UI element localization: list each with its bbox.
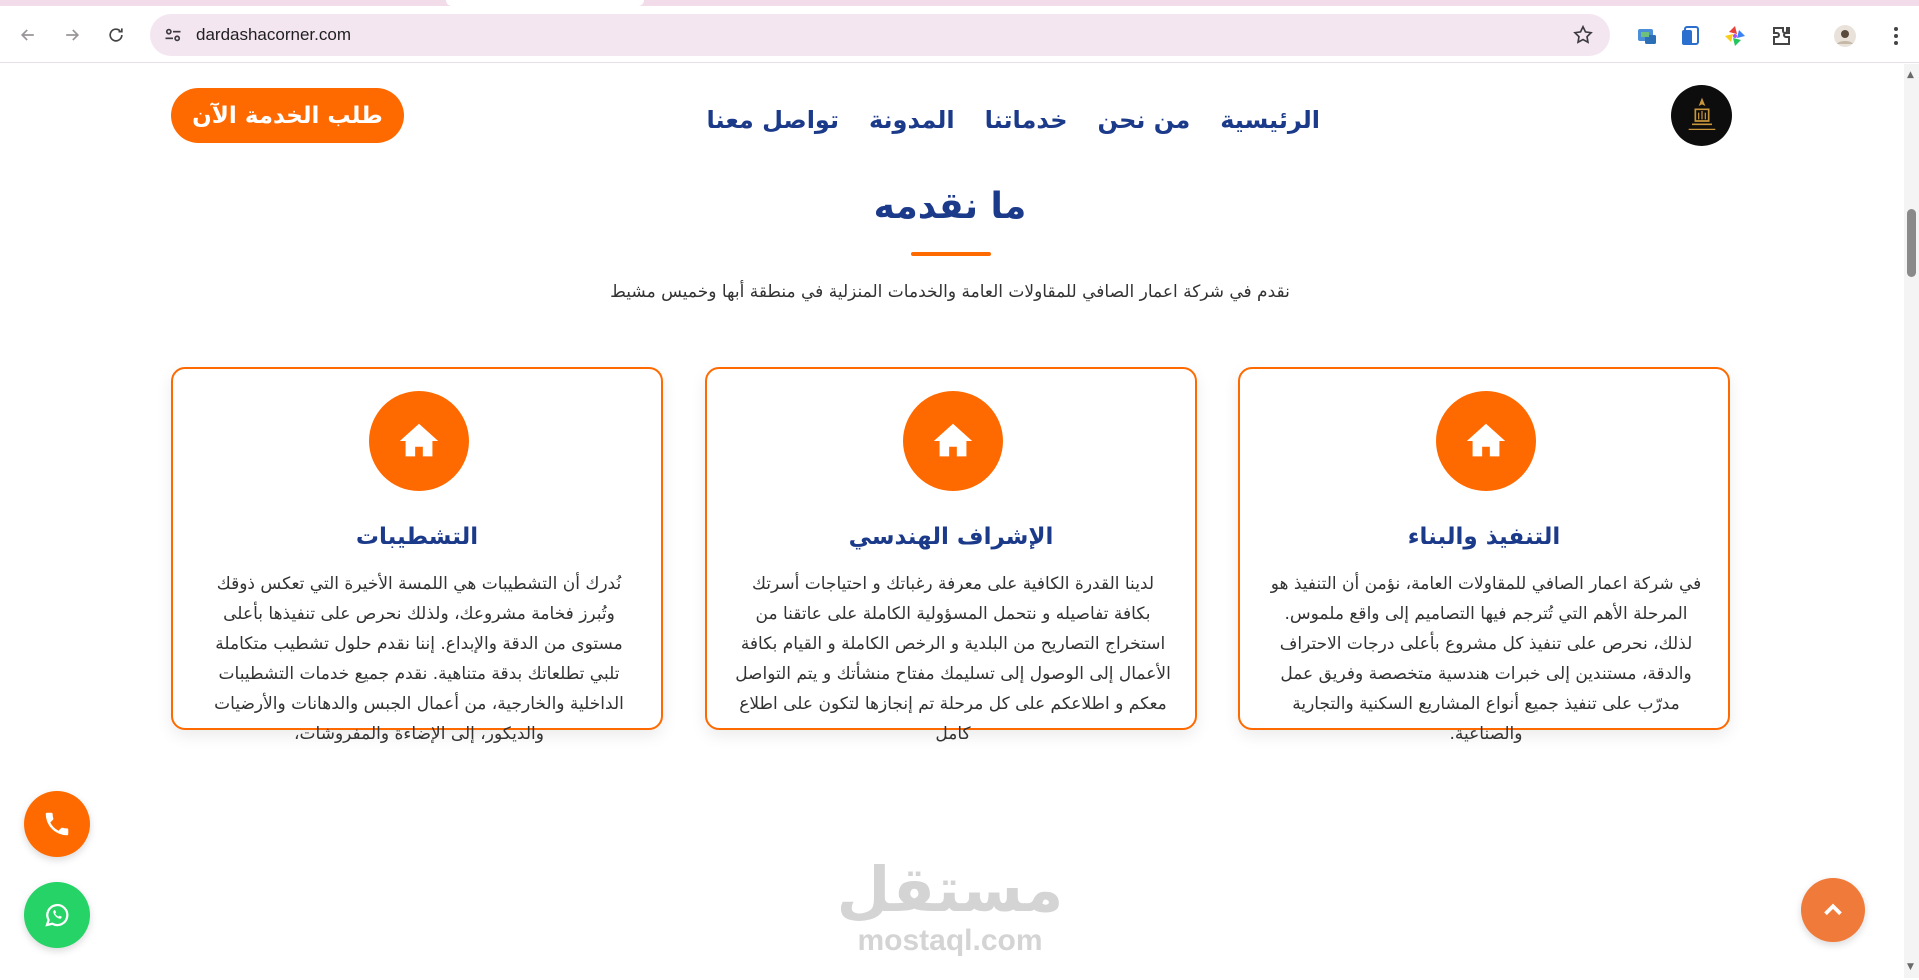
extension-icon[interactable] — [1723, 24, 1747, 48]
title-underline — [911, 252, 991, 256]
forward-button[interactable] — [56, 19, 88, 51]
site-logo[interactable] — [1671, 85, 1732, 146]
menu-icon[interactable] — [1884, 24, 1908, 48]
home-icon — [396, 418, 442, 464]
browser-toolbar — [0, 6, 1919, 63]
section-title: ما نقدمه — [873, 186, 1027, 227]
chevron-up-icon — [1818, 895, 1848, 925]
back-button[interactable] — [12, 19, 44, 51]
site-info-icon[interactable] — [163, 25, 183, 45]
nav-item-contact[interactable]: تواصل معنا — [706, 106, 839, 134]
scroll-top-button[interactable] — [1801, 878, 1865, 942]
service-card-supervision — [705, 367, 1197, 744]
extension-icon[interactable] — [1769, 24, 1793, 48]
card-icon-circle — [369, 391, 469, 491]
profile-icon[interactable] — [1833, 24, 1857, 48]
back-icon — [18, 25, 38, 45]
phone-icon — [42, 809, 72, 839]
call-button[interactable] — [24, 791, 90, 857]
nav-item-blog[interactable]: المدونة — [868, 106, 955, 134]
main-nav — [706, 100, 1320, 140]
card-text: نُدرك أن التشطيبات هي اللمسة الأخيرة التي تعكس ذوقك وتُبرز فخامة مشروعك، ولذلك نحرص على تنفيذها بأعلى مستوى من الدقة والإبداع. إننا نقدم حلول تشطيب متكاملة تلبي تطلعاتك بدقة متناهية. نقدم جميع خدمات التشطيبات الداخلية والخارجية، من أعمال الجبس والدهانات والأرضيات والديكور، إلى الإضاءة والمفروشات، — [214, 574, 624, 744]
page-content — [0, 64, 1904, 978]
request-service-button[interactable]: طلب الخدمة الآن — [171, 88, 404, 143]
scrollbar-thumb[interactable] — [1907, 209, 1916, 277]
card-title: التنفيذ والبناء — [1407, 524, 1561, 550]
extension-icon[interactable] — [1679, 24, 1703, 48]
address-bar[interactable] — [150, 14, 1610, 56]
url-text[interactable]: dardashacorner.com — [196, 25, 351, 44]
extension-icon[interactable] — [1635, 24, 1659, 48]
home-icon — [1463, 418, 1509, 464]
watermark-latin: mostaql.com — [857, 924, 1043, 957]
nav-item-services[interactable]: خدماتنا — [984, 106, 1068, 134]
watermark — [820, 854, 1080, 964]
service-card-finishing — [171, 367, 663, 744]
nav-item-about[interactable]: من نحن — [1097, 106, 1191, 134]
whatsapp-icon — [42, 900, 72, 930]
whatsapp-button[interactable] — [24, 882, 90, 948]
card-icon-circle — [903, 391, 1003, 491]
card-title: التشطيبات — [355, 524, 479, 550]
watermark-arabic: مستقل — [836, 853, 1064, 926]
section-subtitle: نقدم في شركة اعمار الصافي للمقاولات العامة والخدمات المنزلية في منطقة أبها وخميس مشيط — [610, 282, 1290, 302]
home-icon — [930, 418, 976, 464]
card-title: الإشراف الهندسي — [848, 524, 1054, 550]
nav-item-home[interactable]: الرئيسية — [1220, 106, 1320, 134]
logo-emblem-icon — [1677, 91, 1727, 141]
scroll-down-arrow[interactable]: ▼ — [1907, 962, 1914, 972]
card-text: لدينا القدرة الكافية على معرفة رغباتك و احتياجات أسرتك بكافة تفاصيله و نتحمل المسؤولية الكاملة على عاتقنا من استخراج التصاريح من البلدية و الرخص الكاملة و القيام بكافة الأعمال إلى الوصول إلى تسليمك مفتاح منشأتك و يتم التواصل معكم و اطلاعكم على كل مرحلة تم إنجازها لتكون على اطلاع كامل — [735, 574, 1171, 744]
scroll-up-arrow[interactable]: ▲ — [1907, 70, 1914, 80]
reload-button[interactable] — [100, 19, 132, 51]
service-card-construction — [1238, 367, 1730, 744]
reload-icon — [106, 25, 126, 45]
bookmark-star-icon[interactable] — [1572, 24, 1594, 46]
card-text: في شركة اعمار الصافي للمقاولات العامة، نؤمن أن التنفيذ هو المرحلة الأهم التي تُترجم فيها التصاميم إلى واقع ملموس. لذلك، نحرص على تنفيذ كل مشروع بأعلى درجات الاحتراف والدقة، مستندين إلى خبرات هندسية متخصصة وفريق عمل مدرّب على تنفيذ جميع أنواع المشاريع السكنية والتجارية والصناعية. — [1270, 574, 1702, 744]
page-scrollbar[interactable] — [1904, 64, 1919, 978]
card-icon-circle — [1436, 391, 1536, 491]
forward-icon — [62, 25, 82, 45]
